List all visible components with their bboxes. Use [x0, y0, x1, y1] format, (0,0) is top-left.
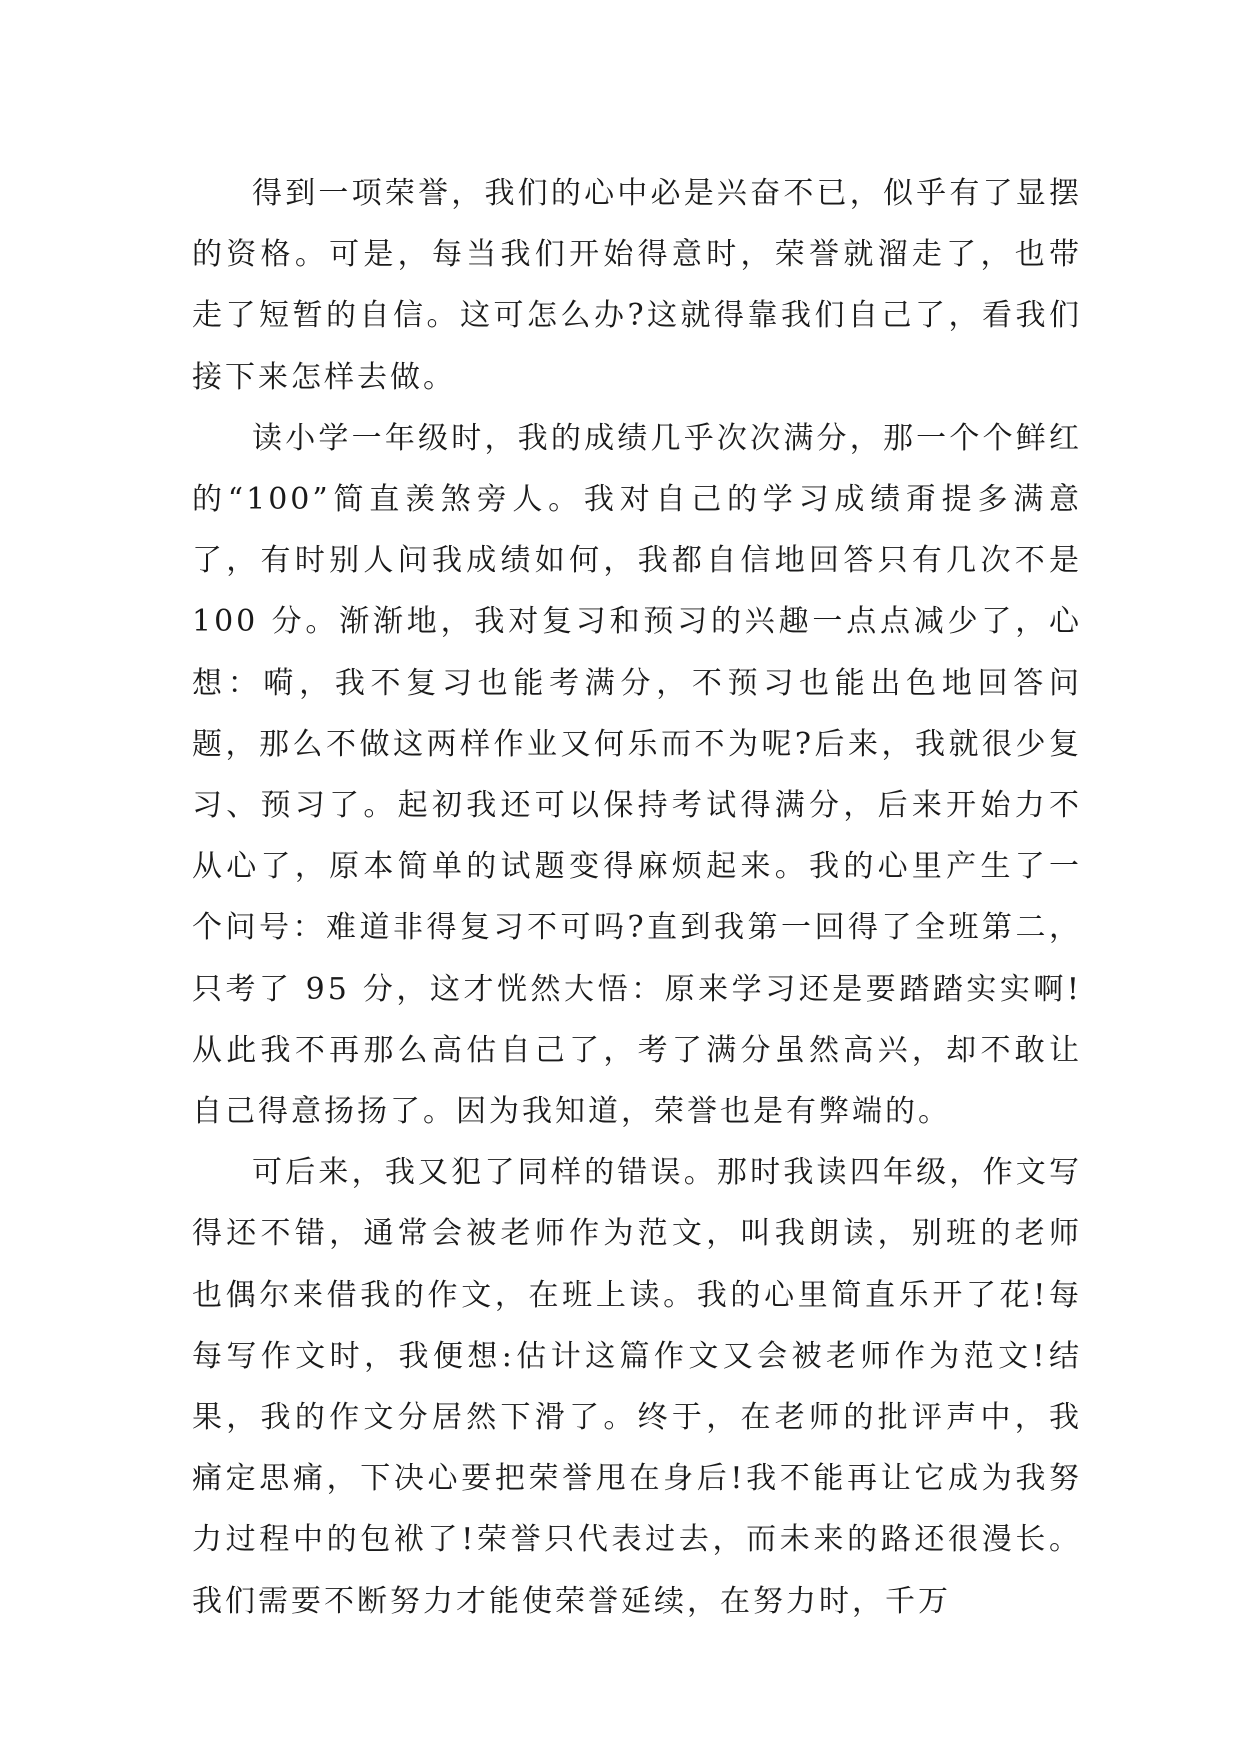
paragraph-3: 可后来，我又犯了同样的错误。那时我读四年级，作文写得还不错，通常会被老师作为范文，叫我朗读，别班的老师也偶尔来借我的作文，在班上读。我的心里简直乐开了花!每每写作文时，我便想:估计这篇作文又会被老师作为范文!结果，我的作文分居然下滑了。终于，在老师的批评声中，我痛定思痛，下决心要把荣誉甩在身后!我不能再让它成为我努力过程中的包袱了!荣誉只代表过去，而未来的路还很漫长。我们需要不断努力才能使荣誉延续，在努力时，千万	[192, 1155, 1082, 1619]
body-text	[192, 163, 1082, 1632]
paragraph-2: 读小学一年级时，我的成绩几乎次次满分，那一个个鲜红的“100”简直羡煞旁人。我对自己的学习成绩甭提多满意了，有时别人问我成绩如何，我都自信地回答只有几次不是 100 分。渐渐地，我对复习和预习的兴趣一点点减少了，心想：嗬，我不复习也能考满分，不预习也能出色地回答问题，那么不做这两样作业又何乐而不为呢?后来，我就很少复习、预习了。起初我还可以保持考试得满分，后来开始力不从心了，原本简单的试题变得麻烦起来。我的心里产生了一个问号：难道非得复习不可吗?直到我第一回得了全班第二，只考了 95 分，这才恍然大悟：原来学习还是要踏踏实实啊!从此我不再那么高估自己了，考了满分虽然高兴，却不敢让自己得意扬扬了。因为我知道，荣誉也是有弊端的。	[192, 420, 1082, 1130]
paragraph-1: 得到一项荣誉，我们的心中必是兴奋不已，似乎有了显摆的资格。可是，每当我们开始得意时，荣誉就溜走了，也带走了短暂的自信。这可怎么办?这就得靠我们自己了，看我们接下来怎样去做。	[192, 176, 1082, 395]
